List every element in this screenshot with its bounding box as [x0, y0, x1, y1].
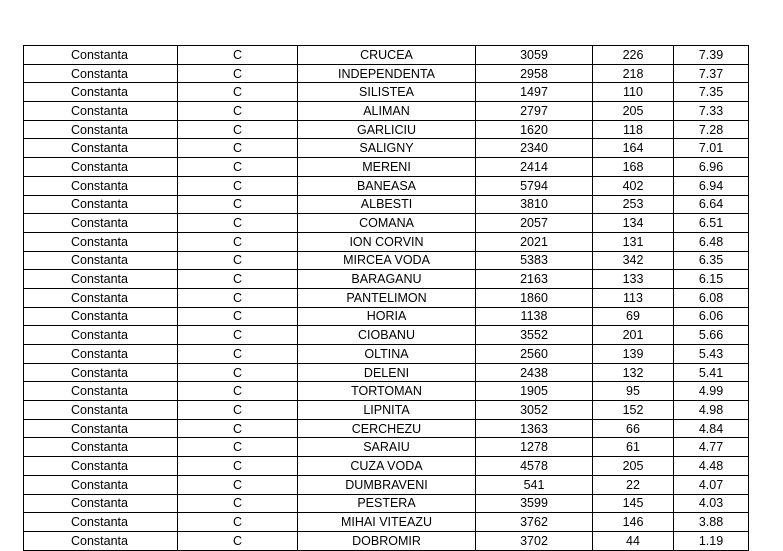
locality-cell: DOBROMIR [298, 531, 476, 550]
table-row [24, 83, 749, 102]
county-cell: Constanta [24, 475, 178, 494]
count-cell: 152 [593, 401, 674, 420]
count-cell: 113 [593, 288, 674, 307]
population-cell: 2414 [476, 158, 593, 177]
type-cell: C [178, 438, 298, 457]
county-cell: Constanta [24, 139, 178, 158]
count-cell: 402 [593, 176, 674, 195]
table-row [24, 120, 749, 139]
county-cell: Constanta [24, 419, 178, 438]
count-cell: 226 [593, 46, 674, 65]
rate-cell: 7.33 [674, 102, 749, 121]
type-cell: C [178, 288, 298, 307]
county-cell: Constanta [24, 288, 178, 307]
count-cell: 132 [593, 363, 674, 382]
type-cell: C [178, 232, 298, 251]
locality-cell: BANEASA [298, 176, 476, 195]
rate-cell: 7.37 [674, 64, 749, 83]
rate-cell: 6.64 [674, 195, 749, 214]
rate-cell: 7.39 [674, 46, 749, 65]
count-cell: 342 [593, 251, 674, 270]
locality-cell: TORTOMAN [298, 382, 476, 401]
type-cell: C [178, 494, 298, 513]
type-cell: C [178, 102, 298, 121]
count-cell: 131 [593, 232, 674, 251]
table-row [24, 232, 749, 251]
locality-cell: SALIGNY [298, 139, 476, 158]
table-row [24, 457, 749, 476]
table-row [24, 139, 749, 158]
rate-cell: 4.07 [674, 475, 749, 494]
type-cell: C [178, 46, 298, 65]
rate-cell: 6.96 [674, 158, 749, 177]
locality-cell: PESTERA [298, 494, 476, 513]
type-cell: C [178, 513, 298, 532]
population-cell: 1497 [476, 83, 593, 102]
count-cell: 134 [593, 214, 674, 233]
rate-cell: 4.99 [674, 382, 749, 401]
count-cell: 253 [593, 195, 674, 214]
rate-cell: 6.94 [674, 176, 749, 195]
rate-cell: 5.43 [674, 345, 749, 364]
locality-cell: DELENI [298, 363, 476, 382]
table-row [24, 102, 749, 121]
table-row [24, 531, 749, 550]
locality-cell: MIHAI VITEAZU [298, 513, 476, 532]
population-cell: 2021 [476, 232, 593, 251]
type-cell: C [178, 363, 298, 382]
population-cell: 3052 [476, 401, 593, 420]
table-row [24, 475, 749, 494]
type-cell: C [178, 326, 298, 345]
type-cell: C [178, 475, 298, 494]
type-cell: C [178, 345, 298, 364]
count-cell: 205 [593, 457, 674, 476]
rate-cell: 4.03 [674, 494, 749, 513]
type-cell: C [178, 195, 298, 214]
rate-cell: 6.51 [674, 214, 749, 233]
population-cell: 2560 [476, 345, 593, 364]
type-cell: C [178, 83, 298, 102]
county-cell: Constanta [24, 494, 178, 513]
population-cell: 1138 [476, 307, 593, 326]
rate-cell: 4.48 [674, 457, 749, 476]
county-cell: Constanta [24, 158, 178, 177]
locality-cell: HORIA [298, 307, 476, 326]
population-cell: 2163 [476, 270, 593, 289]
population-cell: 3059 [476, 46, 593, 65]
locality-cell: ALBESTI [298, 195, 476, 214]
table-row [24, 513, 749, 532]
county-cell: Constanta [24, 83, 178, 102]
locality-cell: SILISTEA [298, 83, 476, 102]
locality-cell: LIPNITA [298, 401, 476, 420]
table-row [24, 494, 749, 513]
rate-cell: 3.88 [674, 513, 749, 532]
county-cell: Constanta [24, 457, 178, 476]
rate-cell: 5.66 [674, 326, 749, 345]
rate-cell: 6.06 [674, 307, 749, 326]
count-cell: 133 [593, 270, 674, 289]
type-cell: C [178, 382, 298, 401]
county-cell: Constanta [24, 251, 178, 270]
county-cell: Constanta [24, 513, 178, 532]
table-row [24, 401, 749, 420]
locality-cell: ALIMAN [298, 102, 476, 121]
table-row [24, 288, 749, 307]
population-cell: 3810 [476, 195, 593, 214]
population-cell: 3552 [476, 326, 593, 345]
locality-cell: PANTELIMON [298, 288, 476, 307]
table-row [24, 363, 749, 382]
county-cell: Constanta [24, 64, 178, 83]
locality-cell: COMANA [298, 214, 476, 233]
county-cell: Constanta [24, 307, 178, 326]
table-body [24, 46, 749, 551]
county-cell: Constanta [24, 232, 178, 251]
rate-cell: 4.98 [674, 401, 749, 420]
count-cell: 66 [593, 419, 674, 438]
population-cell: 3762 [476, 513, 593, 532]
type-cell: C [178, 214, 298, 233]
population-cell: 2340 [476, 139, 593, 158]
county-cell: Constanta [24, 438, 178, 457]
rate-cell: 6.35 [674, 251, 749, 270]
locality-cell: MIRCEA VODA [298, 251, 476, 270]
locality-cell: ION CORVIN [298, 232, 476, 251]
data-table [23, 45, 749, 551]
rate-cell: 7.01 [674, 139, 749, 158]
table-row [24, 195, 749, 214]
table-row [24, 438, 749, 457]
population-cell: 4578 [476, 457, 593, 476]
population-cell: 2438 [476, 363, 593, 382]
count-cell: 205 [593, 102, 674, 121]
rate-cell: 1.19 [674, 531, 749, 550]
count-cell: 168 [593, 158, 674, 177]
count-cell: 118 [593, 120, 674, 139]
rate-cell: 5.41 [674, 363, 749, 382]
county-cell: Constanta [24, 326, 178, 345]
population-cell: 1860 [476, 288, 593, 307]
type-cell: C [178, 176, 298, 195]
locality-cell: CUZA VODA [298, 457, 476, 476]
county-cell: Constanta [24, 214, 178, 233]
county-cell: Constanta [24, 363, 178, 382]
county-cell: Constanta [24, 176, 178, 195]
locality-cell: OLTINA [298, 345, 476, 364]
locality-cell: CRUCEA [298, 46, 476, 65]
type-cell: C [178, 158, 298, 177]
rate-cell: 7.35 [674, 83, 749, 102]
type-cell: C [178, 419, 298, 438]
table-row [24, 158, 749, 177]
population-cell: 2057 [476, 214, 593, 233]
population-cell: 2797 [476, 102, 593, 121]
table-row [24, 270, 749, 289]
table-row [24, 176, 749, 195]
count-cell: 201 [593, 326, 674, 345]
county-cell: Constanta [24, 120, 178, 139]
count-cell: 145 [593, 494, 674, 513]
rate-cell: 7.28 [674, 120, 749, 139]
count-cell: 95 [593, 382, 674, 401]
type-cell: C [178, 270, 298, 289]
population-cell: 1620 [476, 120, 593, 139]
table-row [24, 64, 749, 83]
county-cell: Constanta [24, 345, 178, 364]
locality-cell: GARLICIU [298, 120, 476, 139]
locality-cell: MERENI [298, 158, 476, 177]
type-cell: C [178, 120, 298, 139]
type-cell: C [178, 401, 298, 420]
table-row [24, 307, 749, 326]
rate-cell: 4.77 [674, 438, 749, 457]
locality-cell: DUMBRAVENI [298, 475, 476, 494]
table-row [24, 326, 749, 345]
county-cell: Constanta [24, 401, 178, 420]
population-cell: 3599 [476, 494, 593, 513]
population-cell: 1905 [476, 382, 593, 401]
population-cell: 5794 [476, 176, 593, 195]
locality-cell: BARAGANU [298, 270, 476, 289]
population-cell: 5383 [476, 251, 593, 270]
county-cell: Constanta [24, 102, 178, 121]
county-cell: Constanta [24, 195, 178, 214]
count-cell: 61 [593, 438, 674, 457]
locality-cell: CERCHEZU [298, 419, 476, 438]
table-row [24, 419, 749, 438]
table-row [24, 251, 749, 270]
type-cell: C [178, 307, 298, 326]
count-cell: 164 [593, 139, 674, 158]
locality-cell: SARAIU [298, 438, 476, 457]
count-cell: 44 [593, 531, 674, 550]
population-cell: 3702 [476, 531, 593, 550]
count-cell: 139 [593, 345, 674, 364]
population-cell: 1278 [476, 438, 593, 457]
rate-cell: 6.48 [674, 232, 749, 251]
type-cell: C [178, 457, 298, 476]
county-cell: Constanta [24, 46, 178, 65]
table-row [24, 214, 749, 233]
table-row [24, 46, 749, 65]
count-cell: 146 [593, 513, 674, 532]
type-cell: C [178, 64, 298, 83]
table-row [24, 345, 749, 364]
county-cell: Constanta [24, 382, 178, 401]
rate-cell: 4.84 [674, 419, 749, 438]
count-cell: 110 [593, 83, 674, 102]
county-cell: Constanta [24, 270, 178, 289]
locality-cell: INDEPENDENTA [298, 64, 476, 83]
population-cell: 1363 [476, 419, 593, 438]
count-cell: 69 [593, 307, 674, 326]
count-cell: 218 [593, 64, 674, 83]
population-cell: 2958 [476, 64, 593, 83]
locality-cell: CIOBANU [298, 326, 476, 345]
rate-cell: 6.15 [674, 270, 749, 289]
type-cell: C [178, 251, 298, 270]
table-row [24, 382, 749, 401]
type-cell: C [178, 139, 298, 158]
type-cell: C [178, 531, 298, 550]
county-cell: Constanta [24, 531, 178, 550]
count-cell: 22 [593, 475, 674, 494]
rate-cell: 6.08 [674, 288, 749, 307]
population-cell: 541 [476, 475, 593, 494]
